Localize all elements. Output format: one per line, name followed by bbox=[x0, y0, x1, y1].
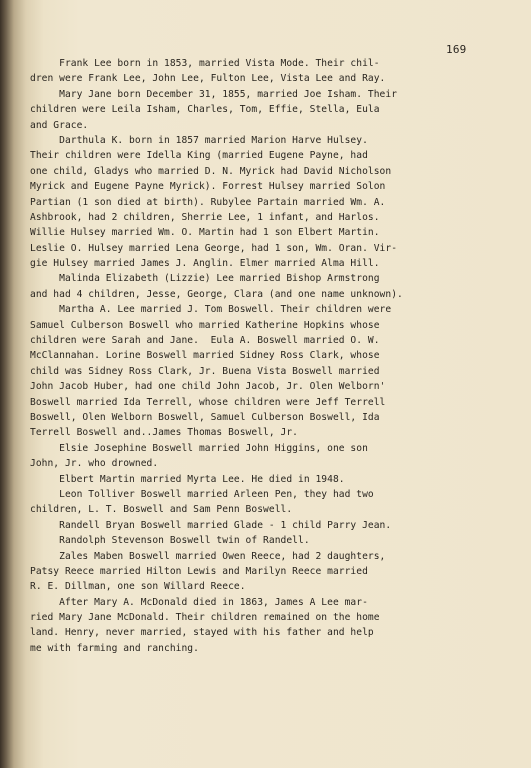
text-line: child was Sidney Ross Clark, Jr. Buena Vista Boswell married bbox=[30, 365, 380, 377]
text-line: Darthula K. born in 1857 married Marion Harve Hulsey. bbox=[30, 134, 368, 146]
text-line: McClannahan. Lorine Boswell married Sidney Ross Clark, whose bbox=[30, 350, 380, 362]
page-body-text bbox=[30, 56, 512, 656]
text-line: Zales Maben Boswell married Owen Reece, had 2 daughters, bbox=[30, 550, 386, 562]
text-line: Mary Jane born December 31, 1855, married Joe Isham. Their bbox=[30, 88, 398, 100]
text-line: Randolph Stevenson Boswell twin of Randell. bbox=[30, 535, 310, 547]
text-line: Boswell married Ida Terrell, whose children were Jeff Terrell bbox=[30, 396, 386, 408]
text-line: Partian (1 son died at birth). Rubylee Partain married Wm. A. bbox=[30, 196, 386, 208]
text-line: Patsy Reece married Hilton Lewis and Marilyn Reece married bbox=[30, 565, 368, 577]
text-line: R. E. Dillman, one son Willard Reece. bbox=[30, 581, 246, 593]
text-line: Leon Tolliver Boswell married Arleen Pen, they had two bbox=[30, 488, 374, 500]
text-line: Elbert Martin married Myrta Lee. He died in 1948. bbox=[30, 473, 345, 485]
text-line: John Jacob Huber, had one child John Jacob, Jr. Olen Welborn' bbox=[30, 381, 386, 393]
text-line: land. Henry, never married, stayed with his father and help bbox=[30, 627, 374, 639]
text-line: ried Mary Jane McDonald. Their children remained on the home bbox=[30, 612, 380, 624]
text-line: children, L. T. Boswell and Sam Penn Boswell. bbox=[30, 504, 293, 516]
text-line: dren were Frank Lee, John Lee, Fulton Lee, Vista Lee and Ray. bbox=[30, 73, 386, 85]
text-line: Martha A. Lee married J. Tom Boswell. Their children were bbox=[30, 304, 392, 316]
text-line: me with farming and ranching. bbox=[30, 642, 199, 654]
text-line: Leslie O. Hulsey married Lena George, had 1 son, Wm. Oran. Vir- bbox=[30, 242, 398, 254]
text-line: Boswell, Olen Welborn Boswell, Samuel Culberson Boswell, Ida bbox=[30, 411, 380, 423]
text-line: Malinda Elizabeth (Lizzie) Lee married Bishop Armstrong bbox=[30, 273, 380, 285]
text-line: Their children were Idella King (married Eugene Payne, had bbox=[30, 150, 368, 162]
text-line: Samuel Culberson Boswell who married Katherine Hopkins whose bbox=[30, 319, 380, 331]
text-line: Myrick and Eugene Payne Myrick). Forrest Hulsey married Solon bbox=[30, 181, 386, 193]
text-line: After Mary A. McDonald died in 1863, James A Lee mar- bbox=[30, 596, 368, 608]
text-line: one child, Gladys who married D. N. Myrick had David Nicholson bbox=[30, 165, 392, 177]
text-line: gie Hulsey married James J. Anglin. Elmer married Alma Hill. bbox=[30, 258, 380, 270]
text-line: Willie Hulsey married Wm. O. Martin had 1 son Elbert Martin. bbox=[30, 227, 380, 239]
text-line: Randell Bryan Boswell married Glade - 1 child Parry Jean. bbox=[30, 519, 392, 531]
text-line: John, Jr. who drowned. bbox=[30, 458, 159, 470]
text-line: Frank Lee born in 1853, married Vista Mode. Their chil- bbox=[30, 58, 380, 69]
text-line: Elsie Josephine Boswell married John Higgins, one son bbox=[30, 442, 368, 454]
text-line: and Grace. bbox=[30, 119, 89, 131]
text-line: Terrell Boswell and..James Thomas Boswell, Jr. bbox=[30, 427, 298, 439]
text-line: and had 4 children, Jesse, George, Clara (and one name unknown). bbox=[30, 288, 403, 300]
text-line: children were Leila Isham, Charles, Tom, Effie, Stella, Eula bbox=[30, 104, 380, 116]
text-line: Ashbrook, had 2 children, Sherrie Lee, 1 infant, and Harlos. bbox=[30, 211, 380, 223]
text-line: children were Sarah and Jane. Eula A. Boswell married O. W. bbox=[30, 335, 380, 347]
page-number: 169 bbox=[446, 43, 467, 56]
